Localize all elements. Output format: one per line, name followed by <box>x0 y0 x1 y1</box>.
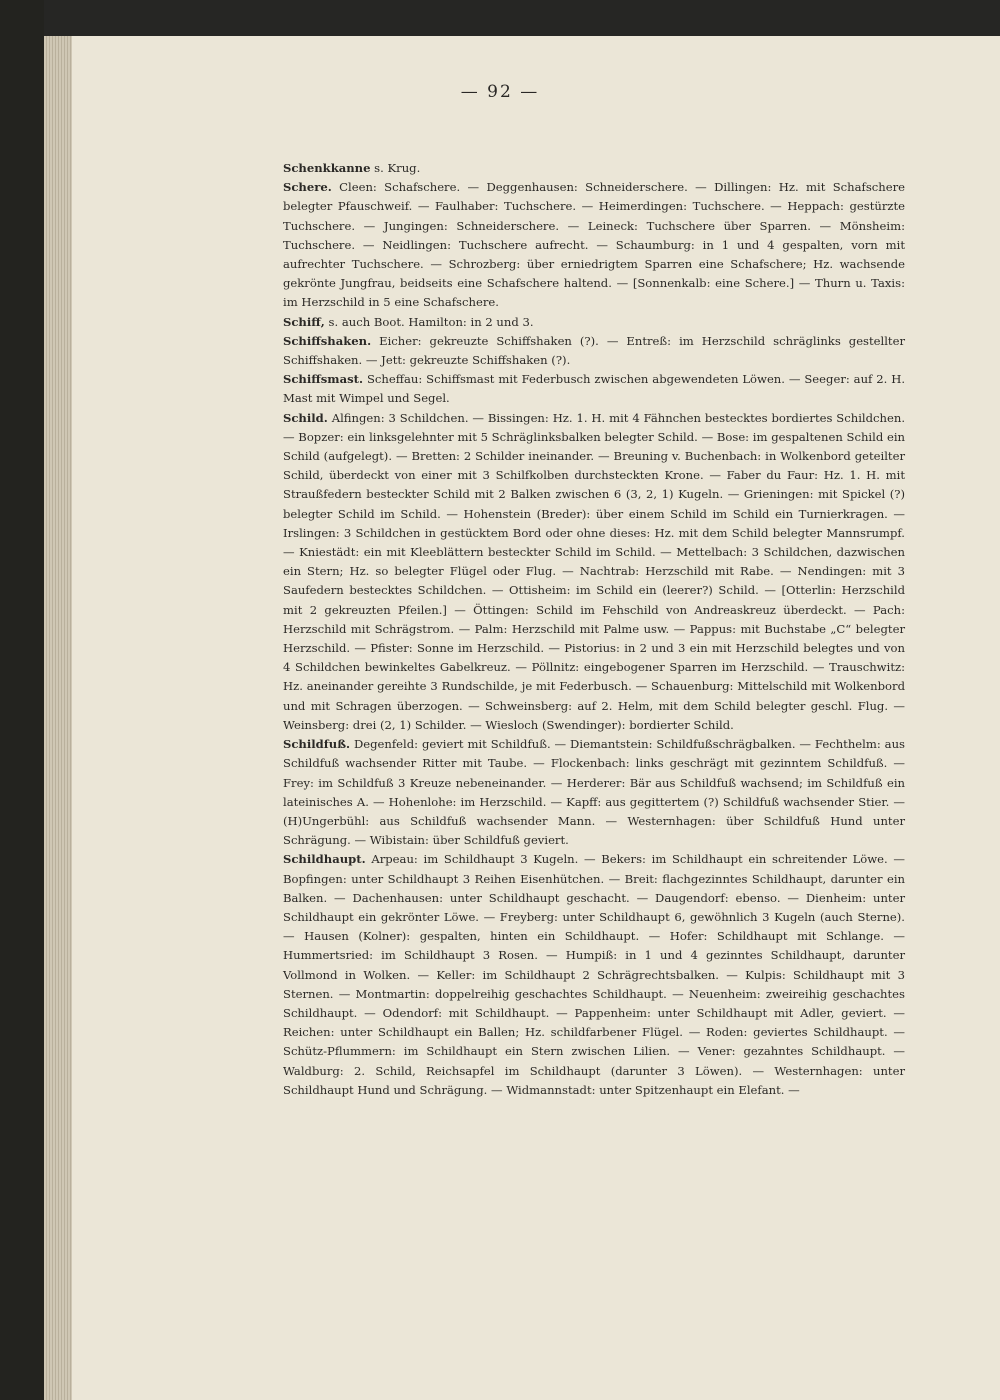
entry-headword: Schiffshaken. <box>283 333 372 348</box>
entry-headword: Schiffsmast. <box>283 372 364 387</box>
entry-text: Eicher: gekreuzte Schiffshaken (?). — Entreß: im Herzschild schräglinks gestellter Schiffshaken. — Jett: gekreuzte Schiffshaken (?). <box>283 333 905 368</box>
page-number: — 92 — <box>460 82 540 102</box>
entry-text: s. auch Boot. Hamilton: in 2 und 3. <box>328 314 534 329</box>
entry-text: Alfingen: 3 Schildchen. — Bissingen: Hz. 1. H. mit 4 Fähnchen bestecktes bordiertes Schildchen. — Bopzer: ein linksgelehnter mit 5 Schräglinksbalken belegter Schild. — Bose: im gespaltenen Schild ein Schild (aufgelegt). — Bretten: 2 Schilder ineinander. — Breuning v. Buchenbach: in Wolkenbord geteilter Schild, überdeckt von einer mit 3 Schilfkolben durchsteckten Krone. — Faber du Faur: Hz. 1. H. mit Straußfedern besteckter Schild mit 2 Balken zwischen 6 (3, 2, 1) Kugeln. — Grieningen: mit Spickel (?) belegter Schild im Schild. — Hohenstein (Breder): über einem Schild im Schild ein Turnierkragen. — Irslingen: 3 Schildchen in gestücktem Bord oder ohne dieses: Hz. mit dem Schild belegter Mannsrumpf. — Kniestädt: ein mit Kleeblättern besteckter Schild im Schild. — Mettelbach: 3 Schildchen, dazwischen ein Stern; Hz. so belegter Flügel oder Flug. — Nachtrab: Herzschild mit Rabe. — Nendingen: mit 3 Saufedern bestecktes Schildchen. — Ottisheim: im Schild ein (leerer?) Schild. — [Otterlin: Herzschild mit 2 gekreuzten Pfeilen.] — Öttingen: Schild im Fehschild von Andreaskreuz überdeckt. — Pach: Herzschild mit Schrägstrom. — Palm: Herzschild mit Palme usw. — Pappus: mit Buchstabe „C“ belegter Herzschild. — Pfister: Sonne im Herzschild. — Pistorius: in 2 und 3 ein mit Herzschild belegtes und von 4 Schildchen bewinkeltes Gabelkreuz. — Pöllnitz: eingebogener Sparren im Herzschild. — Trauschwitz: Hz. aneinander gereihte 3 Rundschilde, je mit Federbusch. — Schauenburg: Mittelschild mit Wolkenbord und mit Schragen überzogen. — Schweinsberg: auf 2. Helm, mit dem Schild belegter geschl. Flug. — Weinsberg: drei (2, 1) Schilder. — Wiesloch (Swendinger): bordierter Schild. <box>283 410 906 732</box>
entry-headword: Schildfuß. <box>283 737 351 752</box>
entry-headword: Schenkkanne <box>283 161 371 175</box>
entry-text: Cleen: Schafschere. — Deggenhausen: Schneiderschere. — Dillingen: Hz. mit Schafschere belegter Pfauschweif. — Faulhaber: Tuchschere. — Heimerdingen: Tuchschere. — Heppach: gestürzte Tuchschere. — Jungingen: Schneiderschere. — Leineck: Tuchschere über Sparren. — Mönsheim: Tuchschere. — Neidlingen: Tuchschere aufrecht. — Schaumburg: in 1 und 4 gespalten, vorn mit aufrechter Tuchschere. — Schrozberg: über erniedrigtem Sparren eine Schafschere; Hz. wachsende gekrönte Jungfrau, beidseits eine Schafschere haltend. — [Sonnenkalb: eine Schere.] — Thurn u. Taxis: im Herzschild in 5 eine Schafschere. <box>283 180 905 310</box>
entry-text: Arpeau: im Schildhaupt 3 Kugeln. — Bekers: im Schildhaupt ein schreitender Löwe. — Bopfingen: unter Schildhaupt 3 Reihen Eisenhütchen. — Breit: flachgezinntes Schildhaupt, darunter ein Balken. — Dachenhausen: unter Schildhaupt geschacht. — Daugendorf: ebenso. — Dienheim: unter Schildhaupt ein gekrönter Löwe. — Freyberg: unter Schildhaupt 6, gewöhnlich 3 Kugeln (auch Sterne). — Hausen (Kolner): gespalten, hinten ein Schildhaupt. — Hofer: Schildhaupt mit Schlange. — Hummertsried: im Schildhaupt 3 Rosen. — Humpiß: in 1 und 4 gezinntes Schildhaupt, darunter Vollmond in Wolken. — Keller: im Schildhaupt 2 Schrägrechtsbalken. — Kulpis: Schildhaupt mit 3 Sternen. — Montmartin: doppelreihig geschachtes Schildhaupt. — Neuenheim: zweireihig geschachtes Schildhaupt. — Odendorf: mit Schildhaupt. — Pappenheim: unter Schildhaupt mit Adler, geviert. — Reichen: unter Schildhaupt ein Ballen; Hz. schildfarbener Flügel. — Roden: geviertes Schildhaupt. — Schütz-Pflummern: im Schildhaupt ein Stern zwischen Lilien. — Vener: gezahntes Schildhaupt. — Waldburg: 2. Schild, Reichsapfel im Schildhaupt (darunter 3 Löwen). — Westernhagen: unter Schildhaupt Hund und Schrägung. — Widmannstadt: unter Spitzenhaupt ein Elefant. — <box>283 852 905 1097</box>
entry-headword: Schildhaupt. <box>283 852 366 867</box>
entry-text: Scheffau: Schiffsmast mit Federbusch zwischen abgewendeten Löwen. — Seeger: auf 2. H. Mast mit Wimpel und Segel. <box>283 372 906 406</box>
entry-schildhaupt <box>283 850 905 1100</box>
page-edges <box>44 36 74 1400</box>
entry-headword: Schere. <box>283 180 332 195</box>
dictionary-entries <box>283 159 905 1100</box>
entry-text: s. Krug. <box>374 161 421 175</box>
entry-headword: Schild. <box>283 410 328 425</box>
entry-schere <box>283 178 905 312</box>
entry-text: Degenfeld: geviert mit Schildfuß. — Diemantstein: Schildfußschrägbalken. — Fechthelm: aus Schildfuß wachsender Ritter mit Taube. — Flockenbach: links geschrägt mit gezinntem Schildfuß. — Frey: im Schildfuß 3 Kreuze nebeneinander. — Herderer: Bär aus Schildfuß wachsend; im Schildfuß ein lateinisches A. — Hohenlohe: im Herzschild. — Kapff: aus gegittertem (?) Schildfuß wachsender Stier. — (H)Ungerbühl: aus Schildfuß wachsender Mann. — Westernhagen: über Schildfuß Hund unter Schrägung. — Wibistain: über Schildfuß geviert. <box>283 737 905 848</box>
entry-headword: Schiff, <box>283 314 325 329</box>
entry-schenkkanne <box>283 159 905 178</box>
entry-schiffshaken <box>283 332 905 370</box>
entry-schiffsmast <box>283 370 905 408</box>
book-cover-edge <box>0 0 44 1400</box>
scanner-background-top <box>0 0 1000 36</box>
entry-schiff <box>283 313 905 332</box>
entry-schild <box>283 409 905 735</box>
entry-schildfuss <box>283 735 905 850</box>
